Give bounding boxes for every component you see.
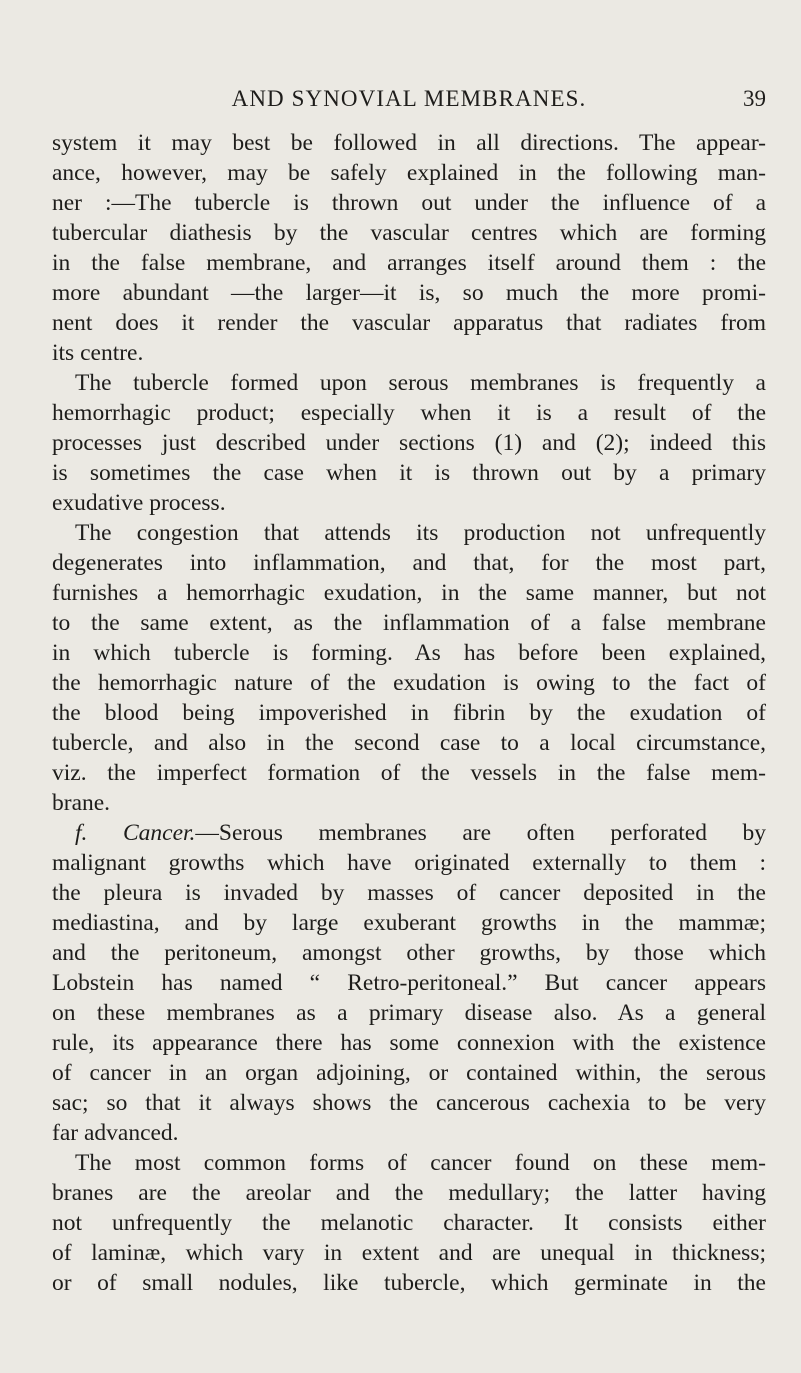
text-line: branes are the areolar and the medullary; the latter having bbox=[52, 1180, 766, 1206]
text-line: or of small nodules, like tubercle, which germinate in the bbox=[52, 1270, 766, 1296]
text-line: its centre. bbox=[52, 340, 144, 366]
text-line: the pleura is invaded by masses of cancer deposited in the bbox=[52, 880, 766, 906]
line-text: —Serous membranes are often perforated by bbox=[195, 820, 767, 846]
text-line: in which tubercle is forming. As has before been explained, bbox=[52, 640, 766, 666]
text-line: processes just described under sections (1) and (2); indeed this bbox=[52, 430, 766, 456]
text-line: far advanced. bbox=[52, 1120, 179, 1146]
text-line: nent does it render the vascular apparatus that radiates from bbox=[52, 310, 766, 336]
text-line: The most common forms of cancer found on these mem- bbox=[75, 1150, 766, 1176]
text-line: in the false membrane, and arranges itself around them : the bbox=[52, 250, 766, 276]
text-line: degenerates into inflammation, and that, for the most part, bbox=[52, 550, 766, 576]
page-number: 39 bbox=[743, 86, 766, 111]
text-line: Lobstein has named “ Retro-peritoneal.” But cancer appears bbox=[52, 970, 766, 996]
text-line: rule, its appearance there has some connexion with the existence bbox=[52, 1030, 766, 1056]
text-line: tubercle, and also in the second case to a local circumstance, bbox=[52, 730, 766, 756]
text-line: exudative process. bbox=[52, 490, 226, 516]
text-line: The tubercle formed upon serous membranes is frequently a bbox=[75, 370, 766, 396]
text-line: of cancer in an organ adjoining, or contained within, the serous bbox=[52, 1060, 766, 1086]
text-line: sac; so that it always shows the cancerous cachexia to be very bbox=[52, 1090, 766, 1116]
text-line: The congestion that attends its production not unfrequently bbox=[75, 520, 766, 546]
body-text bbox=[52, 128, 766, 1368]
text-line: system it may best be followed in all directions. The appear- bbox=[52, 130, 766, 156]
running-title: AND SYNOVIAL MEMBRANES. bbox=[231, 86, 587, 111]
text-line: not unfrequently the melanotic character. It consists either bbox=[52, 1210, 766, 1236]
text-line: ner :—The tubercle is thrown out under the influence of a bbox=[52, 190, 766, 216]
text-line bbox=[52, 818, 766, 848]
text-line: the blood being impoverished in fibrin by the exudation of bbox=[52, 700, 766, 726]
section-heading: f. Cancer. bbox=[75, 820, 196, 846]
text-line: mediastina, and by large exuberant growths in the mammæ; bbox=[52, 910, 766, 936]
running-head bbox=[52, 84, 766, 114]
text-line: hemorrhagic product; especially when it is a result of the bbox=[52, 400, 766, 426]
text-line: of laminæ, which vary in extent and are unequal in thickness; bbox=[52, 1240, 766, 1266]
text-line: malignant growths which have originated externally to them : bbox=[52, 850, 766, 876]
text-line: tubercular diathesis by the vascular centres which are forming bbox=[52, 220, 766, 246]
text-line: viz. the imperfect formation of the vessels in the false mem- bbox=[52, 760, 766, 786]
text-line: and the peritoneum, amongst other growths, by those which bbox=[52, 940, 766, 966]
text-line: the hemorrhagic nature of the exudation is owing to the fact of bbox=[52, 670, 766, 696]
text-line: furnishes a hemorrhagic exudation, in the same manner, but not bbox=[52, 580, 766, 606]
text-line: more abundant —the larger—it is, so much the more promi- bbox=[52, 280, 766, 306]
text-line: to the same extent, as the inflammation of a false membrane bbox=[52, 610, 766, 636]
text-line: brane. bbox=[52, 790, 111, 816]
text-line: on these membranes as a primary disease also. As a general bbox=[52, 1000, 766, 1026]
text-line: is sometimes the case when it is thrown out by a primary bbox=[52, 460, 766, 486]
text-line: ance, however, may be safely explained in the following man- bbox=[52, 160, 766, 186]
